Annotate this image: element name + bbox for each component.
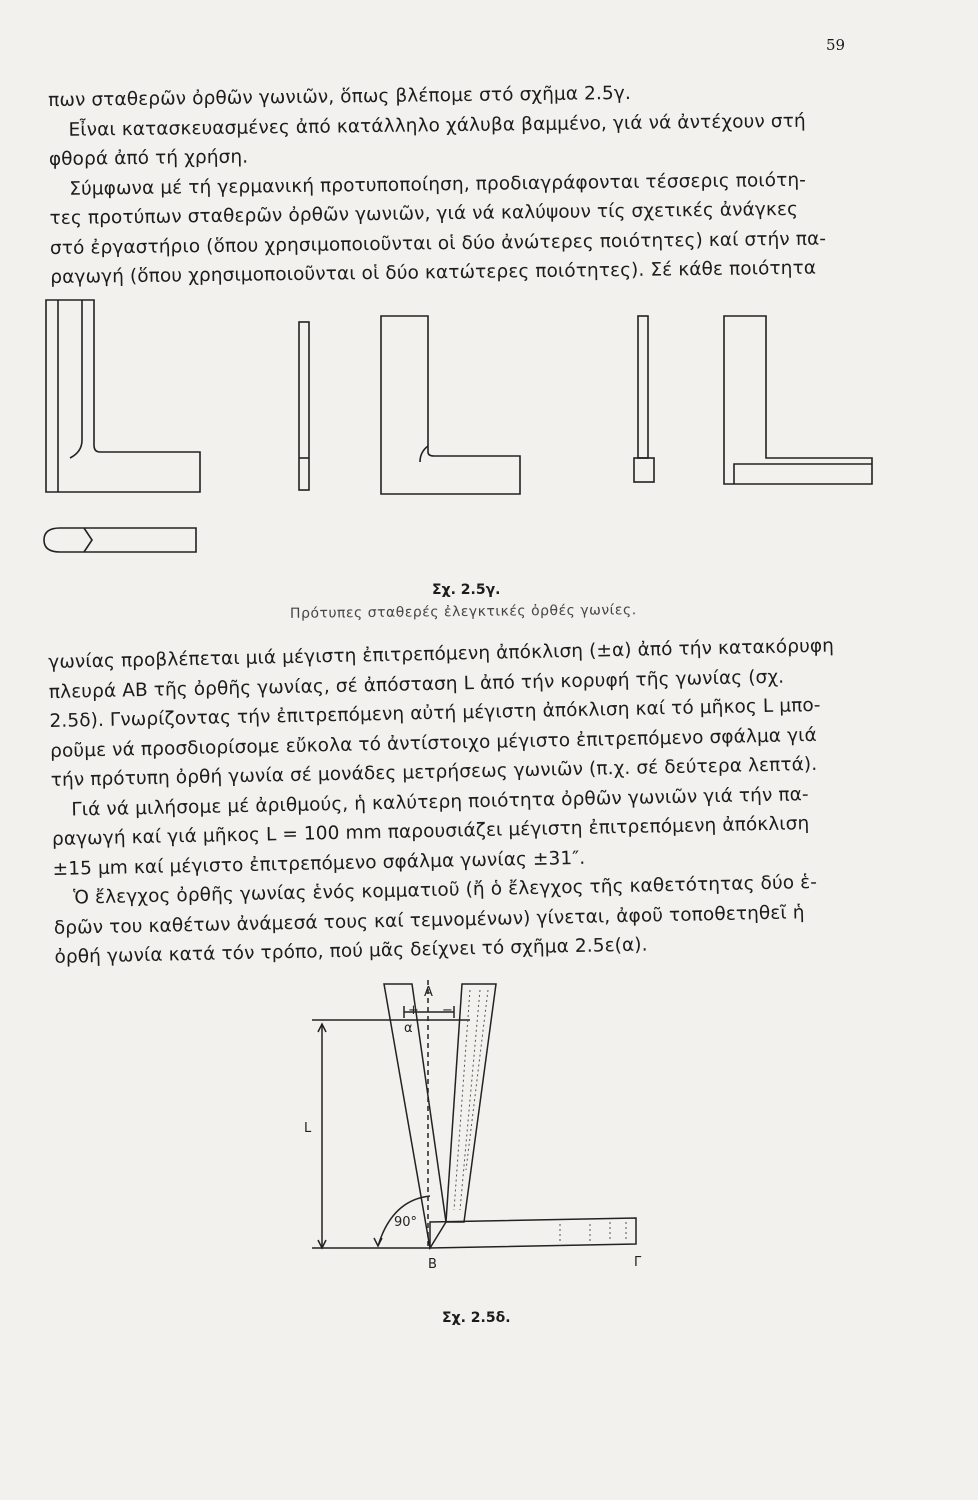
label-l: L <box>304 1121 312 1136</box>
label-g: Γ <box>634 1255 642 1270</box>
text-line: πων σταθερῶν ὀρθῶν γωνιῶν, ὅπως βλέπομε στό σχῆμα 2.5γ. <box>48 82 631 111</box>
text-line: στό ἐργαστήριο (ὅπου χρησιμοποιοῦνται οἱ δύο ἀνώτερες ποιότητες) καί στήν πα- <box>49 228 827 259</box>
text-line: Γιά νά μιλήσομε μέ ἀριθμούς, ἡ καλύτερη ποιότητα ὀρθῶν γωνιῶν γιά τήν πα- <box>71 783 809 821</box>
text-line: ροῦμε νά προσδιορίσομε εὔκολα τό ἀντίστοιχο μέγιστο ἐπιτρεπόμενο σφάλμα γιά <box>49 724 818 762</box>
vertical-blade <box>384 984 446 1248</box>
label-alpha: α <box>404 1021 413 1036</box>
page-number: 59 <box>826 36 846 54</box>
text-line: τες προτύπων σταθερῶν ὀρθῶν γωνιῶν, γιά νά καλύψουν τίς σχετικές ἀνάγκες <box>49 198 799 229</box>
text-line: Σύμφωνα μέ τή γερμανική προτυποποίηση, προδιαγράφονται τέσσερις ποιότη- <box>69 169 807 200</box>
text-line: ±15 μm καί μέγιστο ἐπιτρεπόμενο σφάλμα γωνίας ±31″. <box>52 847 586 880</box>
text-line: ραγωγή (ὅπου χρησιμοποιοῦνται οἱ δύο κατώτερες ποιότητες). Σέ κάθε ποιότητα <box>50 257 817 288</box>
text-line: γωνίας προβλέπεται μιά μέγιστη ἐπιτρεπόμενη ἀπόκλιση (±α) ἀπό τήν κατακόρυφη <box>48 635 835 673</box>
text-line: φθορά ἀπό τή χρήση. <box>48 146 249 170</box>
label-angle: 90° <box>394 1215 418 1230</box>
text-line: πλευρά ΑΒ τῆς ὀρθῆς γωνίας, σέ ἀπόσταση L ἀπό τήν κορυφή τῆς γωνίας (σχ. <box>48 666 785 703</box>
label-plus: + <box>408 1003 419 1018</box>
blade-hatch-1 <box>454 990 470 1210</box>
figure-a-title: Πρότυπες σταθερές ἐλεγκτικές ὀρθές γωνίες. <box>289 602 637 622</box>
blade-hatch-3 <box>466 990 488 1170</box>
right-angle-arrow <box>374 1238 382 1246</box>
figure-b-label: Σχ. 2.5δ. <box>442 1310 511 1326</box>
label-a: A <box>424 985 433 1000</box>
text-line: τήν πρότυπη ὀρθή γωνία σέ μονάδες μετρήσεως γωνιῶν (π.χ. σέ δεύτερα λεπτά). <box>50 753 818 791</box>
text-line: ὀρθή γωνία κατά τόν τρόπο, πού μᾶς δείχνει τό σχῆμα 2.5ε(α). <box>54 934 648 968</box>
text-line: Ὁ ἔλεγχος ὀρθῆς γωνίας ἑνός κομματιοῦ (ἤ ὁ ἔλεγχος τῆς καθετότητας δύο ἑ- <box>73 871 818 909</box>
text-line: δρῶν του καθέτων ἀνάμεσά τους καί τεμνομένων) γίνεται, ἀφοῦ τοποθετηθεῖ ἡ <box>53 901 805 939</box>
text-line: ραγωγή καί γιά μῆκος L = 100 mm παρουσιάζει μέγιστη ἐπιτρεπόμενη ἀπόκλιση <box>51 813 810 850</box>
figure-a-label: Σχ. 2.5γ. <box>432 582 501 598</box>
label-minus: − <box>442 1003 453 1018</box>
label-b: B <box>428 1257 437 1272</box>
text-line: 2.5δ). Γνωρίζοντας τήν ἐπιτρεπόμενη αὐτή μέγιστη ἀπόκλιση καί τό μῆκος L μπο- <box>49 694 821 732</box>
text-line: Εἶναι κατασκευασμένες ἀπό κατάλληλο χάλυβα βαμμένο, γιά νά ἀντέχουν στή <box>68 110 806 141</box>
